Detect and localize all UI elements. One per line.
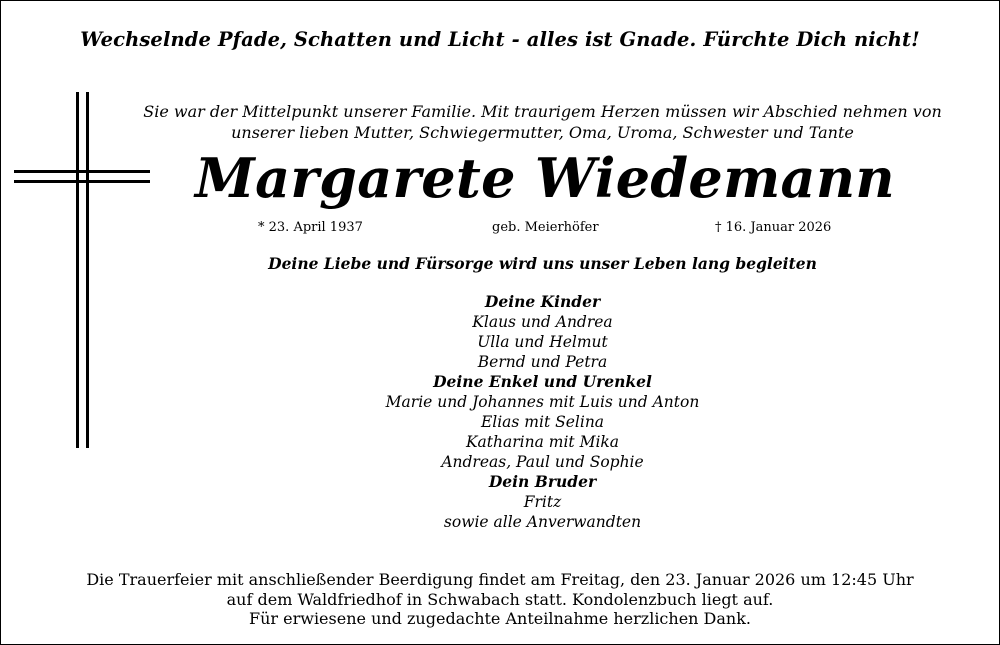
intro-text	[130, 101, 955, 143]
motto: Wechselnde Pfade, Schatten und Licht - alles ist Gnade. Fürchte Dich nicht!	[80, 28, 920, 51]
death-date: † 16. Januar 2026	[715, 220, 832, 235]
family-member: Klaus und Andrea	[472, 313, 613, 331]
family-member: Elias mit Selina	[480, 413, 605, 431]
family-group-title: Deine Enkel und Urenkel	[433, 372, 652, 391]
family-member: Marie und Johannes mit Luis und Anton	[385, 393, 700, 411]
family-member: Ulla und Helmut	[477, 333, 608, 351]
family-member: Andreas, Paul und Sophie	[441, 453, 644, 471]
funeral-notice	[30, 570, 970, 629]
maiden-name: geb. Meierhöfer	[492, 220, 599, 235]
family-group-title: Dein Bruder	[488, 472, 597, 491]
family-member: Bernd und Petra	[477, 353, 608, 371]
notice-line: Für erwiesene und zugedachte Anteilnahme herzlichen Dank.	[248, 609, 752, 628]
tagline: Deine Liebe und Fürsorge wird uns unser Leben lang begleiten	[268, 254, 817, 273]
intro-line: Sie war der Mittelpunkt unserer Familie. Mit traurigem Herzen müssen wir Abschied nehmen von	[143, 102, 942, 121]
intro-line: unserer lieben Mutter, Schwiegermutter, Oma, Uroma, Schwester und Tante	[231, 123, 854, 142]
family-member: Fritz	[523, 493, 562, 511]
deceased-name: Margarete Wiedemann	[195, 146, 895, 210]
birth-date: * 23. April 1937	[258, 220, 363, 235]
family-member: Katharina mit Mika	[465, 433, 620, 451]
notice-line: Die Trauerfeier mit anschließender Beerdigung findet am Freitag, den 23. Januar 2026 um 12:45 Uhr	[86, 570, 914, 589]
family-list	[340, 292, 745, 532]
notice-line: auf dem Waldfriedhof in Schwabach statt. Kondolenzbuch liegt auf.	[226, 589, 774, 609]
family-group-title: Deine Kinder	[484, 292, 601, 311]
family-closing: sowie alle Anverwandten	[443, 513, 642, 531]
